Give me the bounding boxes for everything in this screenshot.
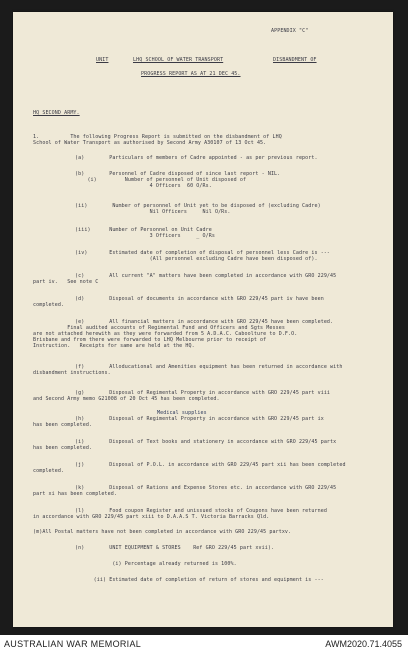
item-b-ii-values: Nil Officers Nil O/Rs. xyxy=(75,209,231,215)
item-m: (m)All Postal matters have not been completed in accordance with GRO 229/45 partxv. xyxy=(33,529,292,535)
item-b-iv-note: (All personnel excluding Cadre have been disposed of). xyxy=(75,256,318,262)
item-n-ii: (ii) Estimated date of completion of return of stores and equipment is --- xyxy=(75,577,324,583)
item-n: (n) UNIT EQUIPMENT & STORES Ref GRO 229/45 part xvii). xyxy=(75,545,275,551)
item-j: (j) Disposal of P.O.L. in accordance with GRO 229/45 part xii has been completed xyxy=(75,462,346,468)
item-i-cont: has been completed. xyxy=(33,445,93,451)
item-g-cont: and Second Army memo G21008 of 20 Oct 45 has been completed. xyxy=(33,396,220,402)
appendix-label: APPENDIX "C" xyxy=(271,28,309,34)
item-e: (e) All financial matters in accordance with GRO 229/45 have been completed. xyxy=(75,319,334,325)
item-c-cont: part iv. See note C xyxy=(33,279,99,285)
item-e-cont-2: are not attached herewith as they were forwarded from 5 A.D.A.C. Caboolture to D.F.O. xyxy=(33,331,298,337)
caption-bar xyxy=(0,635,408,653)
item-b-iii-values: 3 Officers _ O/Rs xyxy=(75,233,215,239)
organization-name: AUSTRALIAN WAR MEMORIAL xyxy=(4,639,142,649)
accession-number: AWM2020.71.4055 xyxy=(325,639,402,649)
progress-title: PROGRESS REPORT AS AT 21 DEC 45. xyxy=(141,71,241,77)
item-c: (c) All current "A" matters have been completed in accordance with GRO 229/45 xyxy=(75,273,337,279)
item-n-i: (i) Percentage already returned is 100%. xyxy=(75,561,237,567)
unit-label: UNIT xyxy=(96,57,109,63)
item-e-cont-3: Brisbane and from there were forwarded to LHQ Melbourne prior to receipt of xyxy=(33,337,267,343)
item-b-i-values: 4 Officers 60 O/Rs. xyxy=(75,183,212,189)
item-e-cont-1: Final audited accounts of Regimental Fund and Officers and Sgts Messes xyxy=(33,325,285,331)
document-page xyxy=(13,12,393,627)
unit-status: DISBANDMENT OF xyxy=(273,57,317,63)
item-k-cont: part xi has been completed. xyxy=(33,491,117,497)
handwritten-note: Medical supplies xyxy=(157,410,207,416)
item-d: (d) Disposal of documents in accordance with GRO 229/45 part iv have been xyxy=(75,296,324,302)
unit-name: LHQ SCHOOL OF WATER TRANSPORT xyxy=(133,57,224,63)
item-a: (a) Particulars of members of Cadre appointed - as per previous report. xyxy=(75,155,318,161)
item-b-iv: (iv) Estimated date of completion of disposal of personnel less Cadre is --- xyxy=(75,250,331,256)
item-l-cont: in accordance with GRO 229/45 part xiii to D.A.A.S T. Victoria Barracks Qld. xyxy=(33,514,270,520)
hq-heading: HQ SECOND ARMY. xyxy=(33,110,80,116)
item-b: (b) Personnel of Cadre disposed of since last report - NIL. xyxy=(75,171,281,177)
item-j-cont: completed. xyxy=(33,468,65,474)
para-1-cont: School of Water Transport as authorised by Second Army A30107 of 13 Oct 45. xyxy=(33,140,267,146)
item-f-cont: disbandment instructions. xyxy=(33,370,111,376)
item-f: (f) Alloducational and Amenities equipment has been returned in accordance with xyxy=(75,364,343,370)
item-b-iii: (iii) Number of Personnel on Unit Cadre xyxy=(75,227,212,233)
item-l: (l) Food coupon Register and unissued stocks of Coupons have been returned xyxy=(75,508,327,514)
item-e-cont-4: Instruction. Receipts for same are held at the HQ. xyxy=(33,343,195,349)
item-g: (g) Disposal of Regimental Property in accordance with GRO 229/45 part viii xyxy=(75,390,331,396)
item-d-cont: completed. xyxy=(33,302,65,308)
para-1: 1. The following Progress Report is submitted on the disbandment of LHQ xyxy=(33,134,282,140)
item-k: (k) Disposal of Rations and Expense Stores etc. in accordance with GRO 229/45 xyxy=(75,485,337,491)
item-b-ii: (ii) Number of personnel of Unit yet to be disposed of (excluding Cadre) xyxy=(75,203,321,209)
item-b-i: (i) Number of personnel of Unit disposed of xyxy=(75,177,247,183)
item-h: (h) Disposal of Regimental Property in accordance with GRO 229/45 part ix xyxy=(75,416,324,422)
item-h-cont: has been completed. xyxy=(33,422,93,428)
item-i: (i) Disposal of Text books and stationery in accordance with GRO 229/45 partx xyxy=(75,439,337,445)
